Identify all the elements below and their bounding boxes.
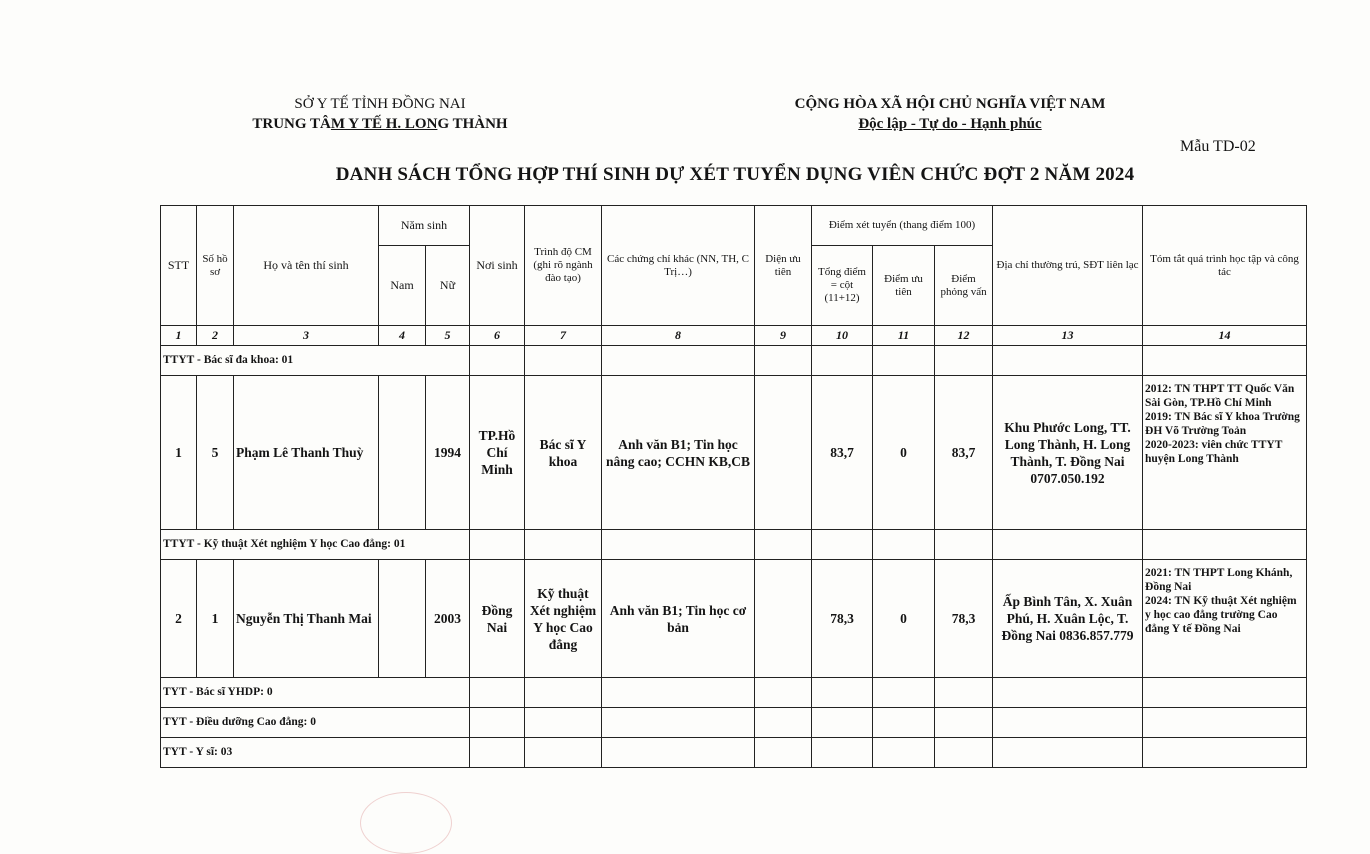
empty-cell	[470, 530, 525, 560]
col-ho-ten: Họ và tên thí sinh	[234, 206, 379, 326]
empty-cell	[470, 678, 525, 708]
empty-cell	[602, 346, 755, 376]
col-number: 8	[602, 326, 755, 346]
candidate-table	[160, 205, 1307, 768]
col-number: 5	[426, 326, 470, 346]
empty-cell	[602, 738, 755, 768]
empty-cell	[470, 738, 525, 768]
cell-dia-chi: Khu Phước Long, TT. Long Thành, H. Long Thành, T. Đồng Nai 0707.050.192	[993, 376, 1143, 530]
national-name: CỘNG HÒA XÃ HỘI CHỦ NGHĨA VIỆT NAM	[794, 96, 1106, 112]
col-diem-uu-tien: Điểm ưu tiên	[873, 246, 935, 326]
empty-cell	[470, 346, 525, 376]
col-tom-tat: Tóm tắt quá trình học tập và công tác	[1143, 206, 1307, 326]
empty-cell	[1143, 708, 1307, 738]
cell-diem-phong-van: 78,3	[935, 560, 993, 678]
col-number: 9	[755, 326, 812, 346]
empty-cell	[525, 708, 602, 738]
cell-ho-ten: Nguyễn Thị Thanh Mai	[234, 560, 379, 678]
empty-cell	[812, 708, 873, 738]
empty-cell	[993, 678, 1143, 708]
empty-cell	[873, 530, 935, 560]
document-title: DANH SÁCH TỔNG HỢP THÍ SINH DỰ XÉT TUYỂN DỤNG VIÊN CHỨC ĐỢT 2 NĂM 2024	[335, 164, 1135, 185]
column-number-row	[161, 326, 1307, 346]
col-number: 2	[197, 326, 234, 346]
col-nu: Nữ	[426, 246, 470, 326]
section-row	[161, 530, 1307, 560]
empty-cell	[755, 738, 812, 768]
col-number: 4	[379, 326, 426, 346]
col-chung-chi: Các chứng chỉ khác (NN, TH, C Trị…)	[602, 206, 755, 326]
stamp-mark	[360, 792, 452, 854]
empty-cell	[993, 530, 1143, 560]
col-number: 3	[234, 326, 379, 346]
table-row	[161, 560, 1307, 678]
empty-cell	[812, 530, 873, 560]
cell-tong-diem: 78,3	[812, 560, 873, 678]
national-motto: Độc lập - Tự do - Hạnh phúc	[858, 116, 1042, 132]
cell-so-ho-so: 1	[197, 560, 234, 678]
col-nam-sinh: Năm sinh	[379, 206, 470, 246]
cell-nam	[379, 560, 426, 678]
section-label: TTYT - Kỹ thuật Xét nghiệm Y học Cao đẳng: 01	[161, 530, 470, 560]
section-row	[161, 346, 1307, 376]
cell-trinh-do: Kỹ thuật Xét nghiệm Y học Cao đẳng	[525, 560, 602, 678]
issuer-department: SỞ Y TẾ TỈNH ĐỒNG NAI	[294, 96, 466, 112]
cell-tom-tat: 2012: TN THPT TT Quốc Văn Sài Gòn, TP.Hồ Chí Minh 2019: TN Bác sĩ Y khoa Trường ĐH Võ Trường Toản 2020-2023: viên chức TTYT huyện Long Thành	[1143, 376, 1307, 530]
cell-stt: 1	[161, 376, 197, 530]
empty-cell	[602, 708, 755, 738]
col-number: 6	[470, 326, 525, 346]
col-number: 10	[812, 326, 873, 346]
col-number: 1	[161, 326, 197, 346]
cell-nu: 1994	[426, 376, 470, 530]
empty-cell	[873, 678, 935, 708]
col-diem-phong-van: Điểm phỏng vấn	[935, 246, 993, 326]
empty-cell	[1143, 678, 1307, 708]
empty-cell	[525, 530, 602, 560]
empty-cell	[602, 678, 755, 708]
empty-cell	[812, 346, 873, 376]
empty-cell	[873, 346, 935, 376]
empty-cell	[935, 346, 993, 376]
empty-cell	[755, 346, 812, 376]
col-so-ho-so: Số hồ sơ	[197, 206, 234, 326]
empty-cell	[873, 738, 935, 768]
empty-cell	[812, 738, 873, 768]
col-trinh-do: Trình độ CM (ghi rõ ngành đào tạo)	[525, 206, 602, 326]
empty-cell	[602, 530, 755, 560]
cell-ho-ten: Phạm Lê Thanh Thuỳ	[234, 376, 379, 530]
cell-dien-uu-tien	[755, 376, 812, 530]
issuer-center-part3: G THÀNH	[437, 116, 508, 132]
col-noi-sinh: Nơi sinh	[470, 206, 525, 326]
cell-chung-chi: Anh văn B1; Tin học nâng cao; CCHN KB,CB	[602, 376, 755, 530]
col-dien-uu-tien: Diện ưu tiên	[755, 206, 812, 326]
cell-nam	[379, 376, 426, 530]
cell-diem-phong-van: 83,7	[935, 376, 993, 530]
empty-cell	[525, 346, 602, 376]
issuer-center	[200, 114, 560, 134]
section-label: TYT - Bác sĩ YHDP: 0	[161, 678, 470, 708]
empty-cell	[993, 738, 1143, 768]
empty-cell	[993, 708, 1143, 738]
empty-cell	[525, 678, 602, 708]
table-row	[161, 376, 1307, 530]
section-label: TYT - Điều dưỡng Cao đẳng: 0	[161, 708, 470, 738]
cell-chung-chi: Anh văn B1; Tin học cơ bản	[602, 560, 755, 678]
col-diem-xet-tuyen: Điểm xét tuyển (thang điểm 100)	[812, 206, 993, 246]
col-number: 7	[525, 326, 602, 346]
empty-cell	[755, 678, 812, 708]
section-label: TTYT - Bác sĩ đa khoa: 01	[161, 346, 470, 376]
form-code: Mẫu TD-02	[1180, 138, 1256, 155]
cell-noi-sinh: TP.Hồ Chí Minh	[470, 376, 525, 530]
cell-dien-uu-tien	[755, 560, 812, 678]
col-number: 11	[873, 326, 935, 346]
empty-cell	[470, 708, 525, 738]
cell-diem-uu-tien: 0	[873, 560, 935, 678]
empty-cell	[935, 738, 993, 768]
section-row	[161, 738, 1307, 768]
empty-cell	[935, 678, 993, 708]
cell-diem-uu-tien: 0	[873, 376, 935, 530]
cell-nu: 2003	[426, 560, 470, 678]
empty-cell	[935, 530, 993, 560]
cell-noi-sinh: Đồng Nai	[470, 560, 525, 678]
col-number: 12	[935, 326, 993, 346]
empty-cell	[755, 530, 812, 560]
empty-cell	[1143, 530, 1307, 560]
col-stt: STT	[161, 206, 197, 326]
national-header	[740, 94, 1160, 134]
col-nam: Nam	[379, 246, 426, 326]
issuer-center-part2: M Y TẾ H. LON	[330, 116, 438, 132]
cell-tom-tat: 2021: TN THPT Long Khánh, Đồng Nai 2024: TN Kỹ thuật Xét nghiệm y học cao đẳng trường Cao đẳng Y tế Đồng Nai	[1143, 560, 1307, 678]
cell-stt: 2	[161, 560, 197, 678]
section-row	[161, 678, 1307, 708]
section-row	[161, 708, 1307, 738]
empty-cell	[755, 708, 812, 738]
col-number: 13	[993, 326, 1143, 346]
header-row-1	[161, 206, 1307, 246]
col-number: 14	[1143, 326, 1307, 346]
empty-cell	[525, 738, 602, 768]
col-dia-chi: Địa chỉ thường trú, SĐT liên lạc	[993, 206, 1143, 326]
cell-dia-chi: Ấp Bình Tân, X. Xuân Phú, H. Xuân Lộc, T. Đồng Nai 0836.857.779	[993, 560, 1143, 678]
section-label: TYT - Y sĩ: 03	[161, 738, 470, 768]
empty-cell	[873, 708, 935, 738]
cell-so-ho-so: 5	[197, 376, 234, 530]
cell-tong-diem: 83,7	[812, 376, 873, 530]
col-tong-diem: Tổng điểm = cột (11+12)	[812, 246, 873, 326]
empty-cell	[1143, 346, 1307, 376]
issuer-center-part1: TRUNG TÂ	[252, 116, 331, 132]
empty-cell	[935, 708, 993, 738]
issuer-header	[200, 94, 560, 134]
cell-trinh-do: Bác sĩ Y khoa	[525, 376, 602, 530]
empty-cell	[812, 678, 873, 708]
empty-cell	[993, 346, 1143, 376]
empty-cell	[1143, 738, 1307, 768]
